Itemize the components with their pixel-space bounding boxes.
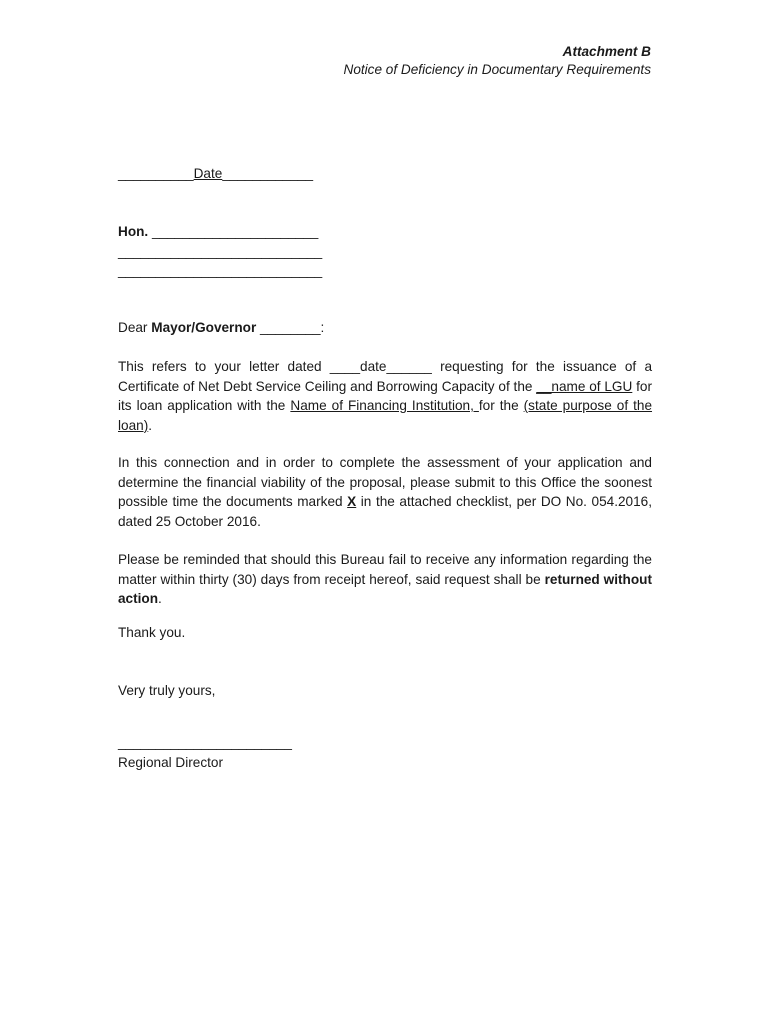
signature-title: Regional Director — [118, 754, 224, 770]
salutation — [118, 318, 652, 338]
p3-text-2: . — [158, 591, 162, 606]
p1-text-4: for the — [478, 398, 524, 413]
p3-bold: returned without action — [118, 571, 652, 606]
salutation-blank: ________ — [256, 320, 321, 335]
p1-date-field: ____date______ — [329, 359, 432, 374]
paragraph-reminder — [118, 550, 652, 609]
closing: Very truly yours, — [118, 683, 216, 698]
date-line — [118, 164, 652, 184]
date-blank-right: ____________ — [222, 166, 314, 181]
salutation-title: Mayor/Governor — [151, 320, 257, 335]
p1-text-1: This refers to your letter dated — [118, 359, 330, 374]
hon-label: Hon. — [118, 224, 149, 239]
attachment-header — [344, 43, 652, 79]
p1-financing-institution-field: Name of Financing Institution, — [290, 398, 479, 413]
paragraph-reference — [118, 357, 652, 435]
hon-blank: ______________________ — [148, 224, 319, 239]
p2-text-2: in the attached checklist, per DO No. 054.2016, dated 25 October 2016. — [118, 494, 652, 529]
p2-text-1: In this connection and in order to complete the assessment of your application and determine the financial viability of the proposal, please submit to this Office the soonest possible time the documents marked — [118, 455, 652, 509]
paragraph-request — [118, 453, 652, 531]
attachment-label: Attachment B — [562, 44, 651, 59]
thank-you: Thank you. — [118, 625, 186, 640]
signature-block — [118, 733, 652, 772]
p1-text-5: . — [148, 417, 153, 433]
recipient-address — [118, 222, 652, 281]
address-line-3: ___________________________ — [118, 263, 323, 278]
p1-lgu-field: __name of LGU — [536, 378, 633, 394]
p1-text-2: requesting for the issuance of a Certificate of Net Debt Service Ceiling and Borrowing Capacity of the — [118, 359, 652, 394]
date-label: Date — [193, 166, 223, 181]
salutation-dear: Dear — [118, 320, 152, 335]
p2-mark: X — [347, 494, 357, 509]
p3-text-1: Please be reminded that should this Bureau fail to receive any information regarding the matter within thirty (30) days from receipt hereof, said request shall be — [118, 552, 652, 587]
p1-text-3: for its loan application with the — [118, 378, 652, 413]
p1-purpose-field: (state purpose of the loan) — [118, 398, 653, 433]
date-blank-left: __________ — [118, 166, 194, 181]
salutation-colon: : — [320, 320, 325, 335]
signature-line: _______________________ — [118, 735, 292, 750]
attachment-subtitle: Notice of Deficiency in Documentary Requirements — [343, 62, 651, 77]
address-line-2: ___________________________ — [118, 243, 323, 259]
